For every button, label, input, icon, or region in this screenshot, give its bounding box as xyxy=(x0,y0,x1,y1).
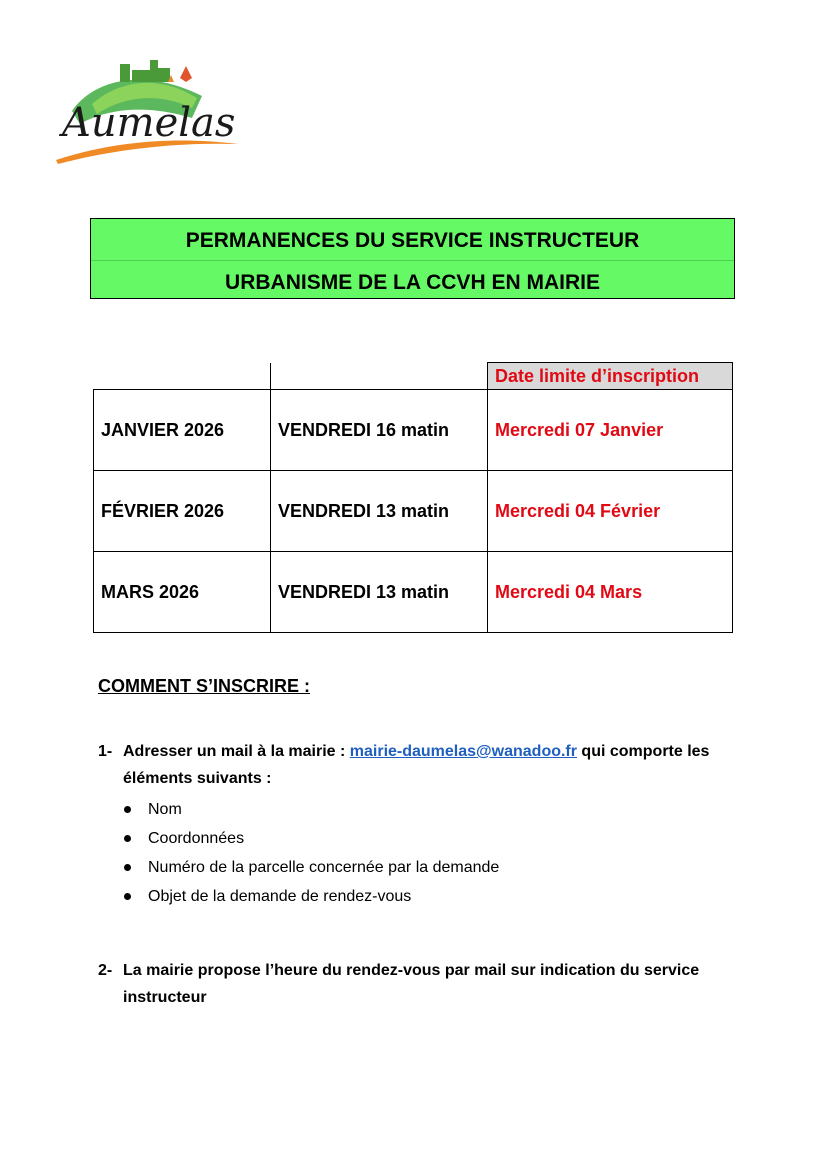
logo-text: Aumelas xyxy=(62,100,236,146)
step-1-text-before: Adresser un mail à la mairie : xyxy=(123,743,350,760)
title-separator xyxy=(91,260,734,261)
list-item xyxy=(123,824,499,853)
title-box xyxy=(90,218,735,299)
list-item-text: Coordonnées xyxy=(148,830,245,847)
table-row xyxy=(94,471,733,552)
schedule-header-row xyxy=(94,363,733,390)
step-2 xyxy=(98,957,738,1011)
list-item xyxy=(123,882,499,911)
header-blank-1 xyxy=(94,363,271,390)
month-cell: FÉVRIER 2026 xyxy=(94,471,271,552)
email-link[interactable]: mairie-daumelas@wanadoo.fr xyxy=(349,743,577,760)
step-2-text: La mairie propose l’heure du rendez-vous par mail sur indication du service instructeur xyxy=(123,962,700,1006)
list-item-text: Numéro de la parcelle concernée par la demande xyxy=(148,859,500,876)
step-1-number: 1- xyxy=(98,743,113,760)
schedule-table xyxy=(93,362,733,633)
title-line-1: PERMANENCES DU SERVICE INSTRUCTEUR xyxy=(185,229,640,252)
step-1 xyxy=(98,738,738,792)
bullet-icon xyxy=(124,893,131,900)
month-cell: JANVIER 2026 xyxy=(94,390,271,471)
bullet-icon xyxy=(124,835,131,842)
month-cell: MARS 2026 xyxy=(94,552,271,633)
list-item xyxy=(123,795,499,824)
day-cell: VENDREDI 16 matin xyxy=(271,390,488,471)
list-item xyxy=(123,853,499,882)
bullet-icon xyxy=(124,806,131,813)
bullet-icon xyxy=(124,864,131,871)
day-cell: VENDREDI 13 matin xyxy=(271,471,488,552)
deadline-cell: Mercredi 04 Mars xyxy=(488,552,733,633)
step-1-text xyxy=(123,738,738,792)
deadline-cell: Mercredi 04 Février xyxy=(488,471,733,552)
aumelas-logo xyxy=(52,56,242,168)
header-blank-2 xyxy=(271,363,488,390)
list-item-text: Nom xyxy=(148,801,182,818)
step-2-number: 2- xyxy=(98,962,113,979)
deadline-header: Date limite d’inscription xyxy=(488,363,733,390)
howto-heading: COMMENT S’INSCRIRE : xyxy=(98,676,311,696)
title-line-2: URBANISME DE LA CCVH EN MAIRIE xyxy=(225,271,600,294)
table-row xyxy=(94,390,733,471)
list-item-text: Objet de la demande de rendez-vous xyxy=(148,888,412,905)
deadline-cell: Mercredi 07 Janvier xyxy=(488,390,733,471)
day-cell: VENDREDI 13 matin xyxy=(271,552,488,633)
required-items-list xyxy=(123,795,499,911)
table-row xyxy=(94,552,733,633)
step-1-text-after: qui comporte les éléments suivants : xyxy=(123,743,710,787)
